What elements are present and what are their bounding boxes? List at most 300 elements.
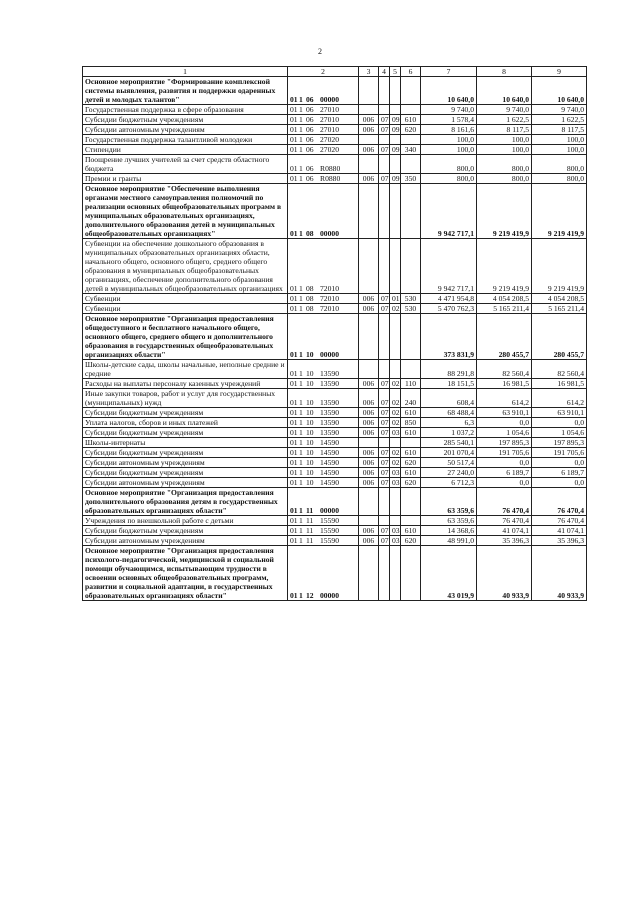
amount-col9-cell: 8 117,5 xyxy=(532,125,587,135)
amount-col9-cell: 800,0 xyxy=(532,155,587,174)
code-part: 01 xyxy=(290,438,298,447)
grbs-cell xyxy=(359,105,379,115)
code-part: 01 xyxy=(290,105,298,114)
subsection-cell: 03 xyxy=(390,478,401,488)
code-part: 00000 xyxy=(320,506,339,515)
subsection-cell: 02 xyxy=(390,379,401,389)
expense-type-cell: 850 xyxy=(401,418,421,428)
code-part: 01 xyxy=(290,350,298,359)
grbs-cell xyxy=(359,516,379,526)
table-row xyxy=(83,516,587,526)
section-cell: 07 xyxy=(379,468,390,478)
code-part: 14590 xyxy=(320,468,339,477)
subsection-cell: 09 xyxy=(390,125,401,135)
amount-col8-cell: 63 910,1 xyxy=(477,408,532,418)
code-part: 72010 xyxy=(320,284,339,293)
code-part: 1 xyxy=(299,174,303,183)
code-part: 01 xyxy=(290,428,298,437)
row-code-cell xyxy=(288,145,359,155)
code-part: 06 xyxy=(306,125,314,134)
section-cell: 07 xyxy=(379,379,390,389)
table-row xyxy=(83,488,587,516)
subsection-cell xyxy=(390,135,401,145)
grbs-cell: 006 xyxy=(359,389,379,408)
code-part: 1 xyxy=(299,125,303,134)
amount-col7-cell: 50 517,4 xyxy=(421,458,477,468)
row-name-cell: Основное мероприятие "Обеспечение выполнения органами местного самоуправления полномочий по реализации основных общеобразовательных программ в муниципальных образовательных организациях, дополнительного образования детей в муниципальных общеобразовательных организациях" xyxy=(83,184,288,239)
row-code-cell xyxy=(288,458,359,468)
section-cell: 07 xyxy=(379,408,390,418)
code-part: 10 xyxy=(306,379,314,388)
amount-col9-cell: 6 189,7 xyxy=(532,468,587,478)
row-name-cell: Иные закупки товаров, работ и услуг для государственных (муниципальных) нужд xyxy=(83,389,288,408)
code-part: 27010 xyxy=(320,115,339,124)
grbs-cell: 006 xyxy=(359,428,379,438)
code-part: 27010 xyxy=(320,105,339,114)
section-cell xyxy=(379,438,390,448)
table-row xyxy=(83,526,587,536)
section-cell xyxy=(379,135,390,145)
row-code-cell xyxy=(288,389,359,408)
grbs-cell: 006 xyxy=(359,418,379,428)
row-name-cell: Уплата налогов, сборов и иных платежей xyxy=(83,418,288,428)
amount-col7-cell: 285 540,1 xyxy=(421,438,477,448)
row-code-cell xyxy=(288,184,359,239)
row-code-cell xyxy=(288,516,359,526)
table-row xyxy=(83,145,587,155)
expense-type-cell: 620 xyxy=(401,125,421,135)
amount-col7-cell: 100,0 xyxy=(421,135,477,145)
subsection-cell xyxy=(390,516,401,526)
table-row xyxy=(83,239,587,294)
amount-col7-cell: 6 712,3 xyxy=(421,478,477,488)
grbs-cell: 006 xyxy=(359,294,379,304)
code-part: 01 xyxy=(290,418,298,427)
code-part: 14590 xyxy=(320,448,339,457)
amount-col8-cell: 9 740,0 xyxy=(477,105,532,115)
code-part: 1 xyxy=(299,105,303,114)
code-part: 10 xyxy=(306,408,314,417)
expense-type-cell xyxy=(401,135,421,145)
code-part: 10 xyxy=(306,438,314,447)
section-cell xyxy=(379,239,390,294)
code-part: 10 xyxy=(306,350,314,359)
row-name-cell: Стипендии xyxy=(83,145,288,155)
code-part: 1 xyxy=(299,229,303,238)
amount-col8-cell: 6 189,7 xyxy=(477,468,532,478)
amount-col8-cell: 5 165 211,4 xyxy=(477,304,532,314)
header-cell: 1 xyxy=(83,67,288,77)
code-part: 1 xyxy=(299,506,303,515)
code-part: 1 xyxy=(299,408,303,417)
amount-col7-cell: 100,0 xyxy=(421,145,477,155)
budget-table xyxy=(82,66,587,601)
subsection-cell xyxy=(390,360,401,379)
amount-col7-cell: 201 070,4 xyxy=(421,448,477,458)
code-part: 11 xyxy=(306,506,314,515)
section-cell: 07 xyxy=(379,174,390,184)
subsection-cell xyxy=(390,239,401,294)
subsection-cell: 02 xyxy=(390,408,401,418)
code-part: 01 xyxy=(290,164,298,173)
code-part: 01 xyxy=(290,284,298,293)
code-part: 10 xyxy=(306,448,314,457)
subsection-cell xyxy=(390,546,401,601)
code-part: 01 xyxy=(290,408,298,417)
section-cell: 07 xyxy=(379,304,390,314)
grbs-cell: 006 xyxy=(359,478,379,488)
table-row xyxy=(83,155,587,174)
code-part: 13590 xyxy=(320,418,339,427)
code-part: 14590 xyxy=(320,478,339,487)
subsection-cell: 03 xyxy=(390,428,401,438)
code-part: 08 xyxy=(306,284,314,293)
amount-col7-cell: 800,0 xyxy=(421,174,477,184)
grbs-cell: 006 xyxy=(359,448,379,458)
header-cell: 7 xyxy=(421,67,477,77)
code-part: 1 xyxy=(299,448,303,457)
code-part: 10 xyxy=(306,458,314,467)
section-cell: 07 xyxy=(379,294,390,304)
amount-col7-cell: 8 161,6 xyxy=(421,125,477,135)
row-name-cell: Субсидии бюджетным учреждениям xyxy=(83,115,288,125)
amount-col8-cell: 35 396,3 xyxy=(477,536,532,546)
amount-col9-cell: 197 895,3 xyxy=(532,438,587,448)
expense-type-cell: 610 xyxy=(401,448,421,458)
amount-col9-cell: 63 910,1 xyxy=(532,408,587,418)
code-part: 1 xyxy=(299,458,303,467)
code-part: 1 xyxy=(299,369,303,378)
code-part: 01 xyxy=(290,536,298,545)
expense-type-cell: 530 xyxy=(401,294,421,304)
amount-col8-cell: 1 054,6 xyxy=(477,428,532,438)
expense-type-cell xyxy=(401,488,421,516)
subsection-cell xyxy=(390,438,401,448)
grbs-cell xyxy=(359,438,379,448)
expense-type-cell xyxy=(401,105,421,115)
expense-type-cell: 110 xyxy=(401,379,421,389)
code-part: 10 xyxy=(306,369,314,378)
amount-col7-cell: 5 470 762,3 xyxy=(421,304,477,314)
amount-col9-cell: 100,0 xyxy=(532,145,587,155)
code-part: 1 xyxy=(299,95,303,104)
expense-type-cell: 610 xyxy=(401,408,421,418)
code-part: 1 xyxy=(299,350,303,359)
row-name-cell: Субвенции xyxy=(83,304,288,314)
subsection-cell xyxy=(390,77,401,105)
amount-col9-cell: 5 165 211,4 xyxy=(532,304,587,314)
code-part: 1 xyxy=(299,428,303,437)
row-code-cell xyxy=(288,448,359,458)
code-part: 13590 xyxy=(320,398,339,407)
code-part: 00000 xyxy=(320,95,339,104)
amount-col8-cell: 41 074,1 xyxy=(477,526,532,536)
row-name-cell: Субсидии автономным учреждениям xyxy=(83,125,288,135)
row-name-cell: Субвенции xyxy=(83,294,288,304)
row-code-cell xyxy=(288,77,359,105)
grbs-cell xyxy=(359,184,379,239)
row-code-cell xyxy=(288,304,359,314)
section-cell: 07 xyxy=(379,448,390,458)
grbs-cell: 006 xyxy=(359,536,379,546)
code-part: 1 xyxy=(299,284,303,293)
amount-col7-cell: 800,0 xyxy=(421,155,477,174)
section-cell: 07 xyxy=(379,458,390,468)
row-name-cell: Субсидии автономным учреждениям xyxy=(83,536,288,546)
code-part: 01 xyxy=(290,398,298,407)
code-part: 1 xyxy=(299,135,303,144)
code-part: 10 xyxy=(306,478,314,487)
code-part: 01 xyxy=(290,125,298,134)
section-cell xyxy=(379,360,390,379)
amount-col9-cell: 9 219 419,9 xyxy=(532,184,587,239)
code-part: 14590 xyxy=(320,438,339,447)
subsection-cell: 02 xyxy=(390,418,401,428)
amount-col9-cell: 82 560,4 xyxy=(532,360,587,379)
amount-col8-cell: 100,0 xyxy=(477,135,532,145)
subsection-cell: 02 xyxy=(390,304,401,314)
code-part: 06 xyxy=(306,164,314,173)
code-part: 1 xyxy=(299,526,303,535)
code-part: 01 xyxy=(290,135,298,144)
row-code-cell xyxy=(288,418,359,428)
code-part: 1 xyxy=(299,591,303,600)
row-name-cell: Основное мероприятие "Организация предоставления психолого-педагогической, медицинской и социальной помощи обучающимся, испытывающим трудности в освоении основных общеобразовательных программ, развитии и социальной адаптации, в государственных образовательных организациях области" xyxy=(83,546,288,601)
amount-col7-cell: 608,4 xyxy=(421,389,477,408)
grbs-cell xyxy=(359,155,379,174)
amount-col7-cell: 48 991,0 xyxy=(421,536,477,546)
code-part: 01 xyxy=(290,468,298,477)
code-part: 01 xyxy=(290,294,298,303)
amount-col9-cell: 9 740,0 xyxy=(532,105,587,115)
code-part: 01 xyxy=(290,379,298,388)
code-part: 11 xyxy=(306,516,314,525)
amount-col7-cell: 9 740,0 xyxy=(421,105,477,115)
code-part: 00000 xyxy=(320,350,339,359)
grbs-cell: 006 xyxy=(359,526,379,536)
amount-col8-cell: 82 560,4 xyxy=(477,360,532,379)
expense-type-cell: 610 xyxy=(401,468,421,478)
amount-col9-cell: 9 219 419,9 xyxy=(532,239,587,294)
code-part: 1 xyxy=(299,304,303,313)
amount-col9-cell: 0,0 xyxy=(532,418,587,428)
subsection-cell xyxy=(390,488,401,516)
header-cell: 5 xyxy=(390,67,401,77)
amount-col8-cell: 191 705,6 xyxy=(477,448,532,458)
code-part: 08 xyxy=(306,304,314,313)
table-row xyxy=(83,379,587,389)
section-cell xyxy=(379,184,390,239)
grbs-cell xyxy=(359,488,379,516)
table-row xyxy=(83,536,587,546)
subsection-cell xyxy=(390,155,401,174)
section-cell: 07 xyxy=(379,389,390,408)
amount-col8-cell: 100,0 xyxy=(477,145,532,155)
code-part: 1 xyxy=(299,468,303,477)
row-name-cell: Поощрение лучших учителей за счет средств областного бюджета xyxy=(83,155,288,174)
grbs-cell: 006 xyxy=(359,174,379,184)
section-cell: 07 xyxy=(379,428,390,438)
amount-col7-cell: 18 151,5 xyxy=(421,379,477,389)
header-cell: 8 xyxy=(477,67,532,77)
code-part: 13590 xyxy=(320,408,339,417)
row-name-cell: Школы-детские сады, школы начальные, неполные средние и средние xyxy=(83,360,288,379)
code-part: 08 xyxy=(306,229,314,238)
row-code-cell xyxy=(288,105,359,115)
grbs-cell xyxy=(359,239,379,294)
amount-col8-cell: 0,0 xyxy=(477,458,532,468)
table-row xyxy=(83,360,587,379)
table-row xyxy=(83,174,587,184)
expense-type-cell: 620 xyxy=(401,458,421,468)
amount-col9-cell: 16 981,5 xyxy=(532,379,587,389)
row-code-cell xyxy=(288,360,359,379)
code-part: 01 xyxy=(290,448,298,457)
amount-col8-cell: 197 895,3 xyxy=(477,438,532,448)
amount-col7-cell: 9 942 717,1 xyxy=(421,184,477,239)
code-part: 14590 xyxy=(320,458,339,467)
amount-col8-cell: 614,2 xyxy=(477,389,532,408)
expense-type-cell xyxy=(401,360,421,379)
row-name-cell: Основное мероприятие "Формирование комплексной системы выявления, развития и поддержки одаренных детей и молодых талантов" xyxy=(83,77,288,105)
table-header-row xyxy=(83,67,587,77)
code-part: 06 xyxy=(306,135,314,144)
row-name-cell: Учреждения по внешкольной работе с детьми xyxy=(83,516,288,526)
grbs-cell: 006 xyxy=(359,379,379,389)
amount-col7-cell: 10 640,0 xyxy=(421,77,477,105)
header-cell: 4 xyxy=(379,67,390,77)
section-cell xyxy=(379,314,390,360)
amount-col9-cell: 35 396,3 xyxy=(532,536,587,546)
code-part: 10 xyxy=(306,428,314,437)
code-part: 01 xyxy=(290,145,298,154)
code-part: 15590 xyxy=(320,526,339,535)
row-name-cell: Государственная поддержка в сфере образования xyxy=(83,105,288,115)
code-part: 11 xyxy=(306,536,314,545)
row-code-cell xyxy=(288,468,359,478)
section-cell: 07 xyxy=(379,125,390,135)
code-part: 10 xyxy=(306,398,314,407)
code-part: 10 xyxy=(306,418,314,427)
row-code-cell xyxy=(288,408,359,418)
subsection-cell: 02 xyxy=(390,448,401,458)
subsection-cell xyxy=(390,314,401,360)
table-row xyxy=(83,428,587,438)
amount-col8-cell: 280 455,7 xyxy=(477,314,532,360)
subsection-cell: 03 xyxy=(390,526,401,536)
amount-col8-cell: 800,0 xyxy=(477,155,532,174)
table-row xyxy=(83,458,587,468)
subsection-cell: 09 xyxy=(390,145,401,155)
amount-col9-cell: 614,2 xyxy=(532,389,587,408)
code-part: 72010 xyxy=(320,304,339,313)
grbs-cell xyxy=(359,135,379,145)
amount-col9-cell: 1 622,5 xyxy=(532,115,587,125)
section-cell: 07 xyxy=(379,536,390,546)
code-part: 1 xyxy=(299,478,303,487)
expense-type-cell xyxy=(401,77,421,105)
subsection-cell: 01 xyxy=(390,294,401,304)
code-part: 01 xyxy=(290,229,298,238)
row-code-cell xyxy=(288,536,359,546)
amount-col9-cell: 4 054 208,5 xyxy=(532,294,587,304)
code-part: 1 xyxy=(299,398,303,407)
amount-col8-cell: 76 470,4 xyxy=(477,516,532,526)
code-part: 1 xyxy=(299,438,303,447)
header-cell: 2 xyxy=(288,67,359,77)
row-code-cell xyxy=(288,478,359,488)
amount-col9-cell: 191 705,6 xyxy=(532,448,587,458)
table-row xyxy=(83,294,587,304)
amount-col8-cell: 0,0 xyxy=(477,418,532,428)
expense-type-cell xyxy=(401,546,421,601)
row-code-cell xyxy=(288,239,359,294)
section-cell: 07 xyxy=(379,115,390,125)
code-part: 1 xyxy=(299,536,303,545)
grbs-cell: 006 xyxy=(359,468,379,478)
expense-type-cell xyxy=(401,155,421,174)
amount-col7-cell: 27 240,0 xyxy=(421,468,477,478)
grbs-cell: 006 xyxy=(359,408,379,418)
code-part: 10 xyxy=(306,468,314,477)
code-part: 00000 xyxy=(320,591,339,600)
section-cell xyxy=(379,488,390,516)
page-number: 2 xyxy=(318,47,322,56)
amount-col7-cell: 6,3 xyxy=(421,418,477,428)
code-part: 1 xyxy=(299,115,303,124)
expense-type-cell: 610 xyxy=(401,428,421,438)
grbs-cell: 006 xyxy=(359,458,379,468)
code-part: 01 xyxy=(290,526,298,535)
amount-col8-cell: 9 219 419,9 xyxy=(477,239,532,294)
amount-col9-cell: 100,0 xyxy=(532,135,587,145)
code-part: 1 xyxy=(299,379,303,388)
row-name-cell: Субвенции на обеспечение дошкольного образования в муниципальных образовательных организациях области, начального общего, основного общего, среднего общего образования в муниципальных общеобразовательных организациях, обеспечение дополнительного образования детей в муниципальных общеобразовательных организациях xyxy=(83,239,288,294)
code-part: 13590 xyxy=(320,379,339,388)
section-cell xyxy=(379,105,390,115)
code-part: 06 xyxy=(306,145,314,154)
amount-col9-cell: 1 054,6 xyxy=(532,428,587,438)
code-part: 12 xyxy=(306,591,314,600)
code-part: 01 xyxy=(290,591,298,600)
header-cell: 9 xyxy=(532,67,587,77)
code-part: 01 xyxy=(290,516,298,525)
grbs-cell: 006 xyxy=(359,125,379,135)
table-row xyxy=(83,408,587,418)
expense-type-cell xyxy=(401,314,421,360)
amount-col8-cell: 16 981,5 xyxy=(477,379,532,389)
amount-col9-cell: 10 640,0 xyxy=(532,77,587,105)
subsection-cell: 02 xyxy=(390,389,401,408)
code-part: 27010 xyxy=(320,125,339,134)
code-part: 06 xyxy=(306,174,314,183)
subsection-cell: 03 xyxy=(390,468,401,478)
code-part: 11 xyxy=(306,526,314,535)
amount-col8-cell: 1 622,5 xyxy=(477,115,532,125)
amount-col9-cell: 0,0 xyxy=(532,478,587,488)
row-name-cell: Государственная поддержка талантливой молодежи xyxy=(83,135,288,145)
code-part: 01 xyxy=(290,115,298,124)
amount-col8-cell: 10 640,0 xyxy=(477,77,532,105)
grbs-cell xyxy=(359,546,379,601)
code-part: 01 xyxy=(290,174,298,183)
row-code-cell xyxy=(288,155,359,174)
row-name-cell: Субсидии бюджетным учреждениям xyxy=(83,448,288,458)
row-code-cell xyxy=(288,135,359,145)
row-name-cell: Субсидии автономным учреждениям xyxy=(83,458,288,468)
amount-col7-cell: 1 037,2 xyxy=(421,428,477,438)
code-part: 01 xyxy=(290,506,298,515)
